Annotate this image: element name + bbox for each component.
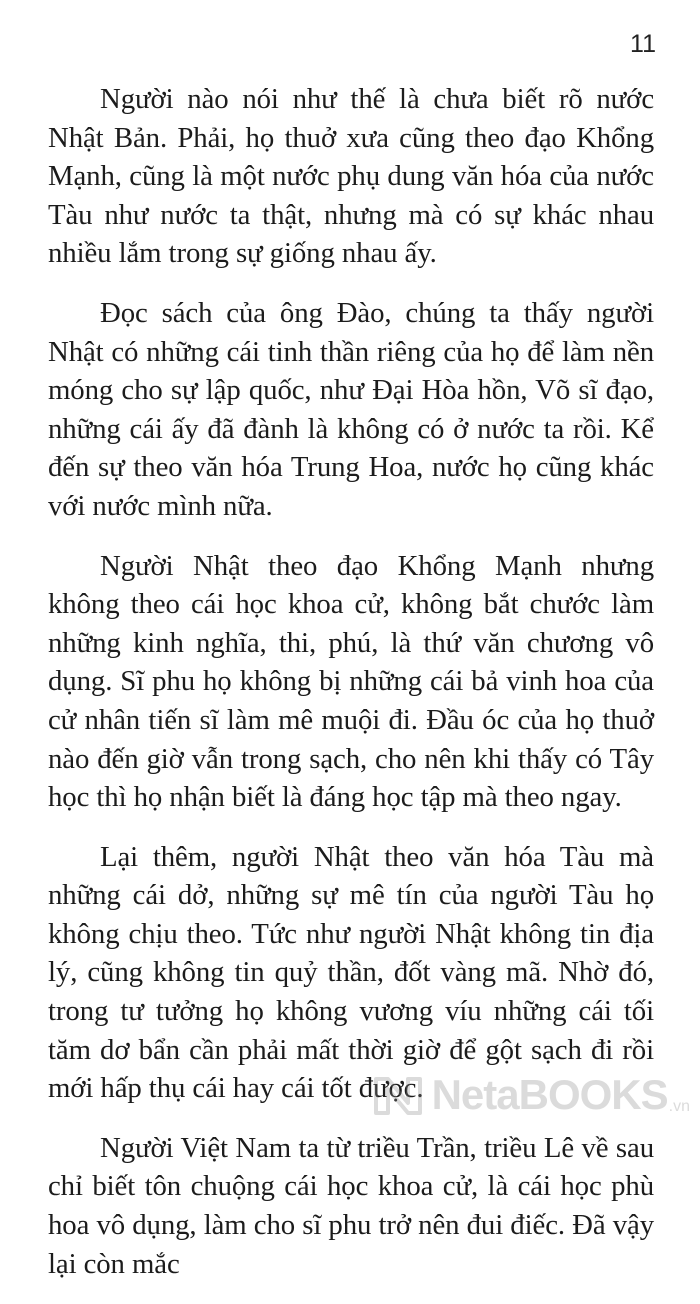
watermark — [370, 1073, 690, 1117]
paragraph-4: Lại thêm, người Nhật theo văn hóa Tàu mà những cái dở, những sự mê tín của người Tàu họ không chịu theo. Tức như người Nhật không tin địa lý, cũng không tin quỷ thần, đốt vàng mã. Nhờ đó, trong tư tưởng họ không vương víu những cái tối tăm dơ bẩn cần phải mất thời giờ để gột sạch đi rồi mới hấp thụ cái hay cái tốt được. — [48, 840, 654, 1105]
paragraph-3: Người Nhật theo đạo Khổng Mạnh nhưng không theo cái học khoa cử, không bắt chước làm những kinh nghĩa, thi, phú, là thứ văn chương vô dụng. Sĩ phu họ không bị những cái bả vinh hoa của cử nhân tiến sĩ làm mê muội đi. Đầu óc của họ thuở nào đến giờ vẫn trong sạch, cho nên khi thấy có Tây học thì họ nhận biết là đáng học tập mà theo ngay. — [48, 549, 654, 814]
paragraph-2: Đọc sách của ông Đào, chúng ta thấy người Nhật có những cái tinh thần riêng của họ để làm nền móng cho sự lập quốc, như Đại Hòa hồn, Võ sĩ đạo, những cái ấy đã đành là không có ở nước ta rồi. Kể đến sự theo văn hóa Trung Hoa, nước họ cũng khác với nước mình nữa. — [48, 296, 654, 522]
netabooks-logo-icon — [370, 1073, 428, 1117]
watermark-suffix: .vn — [668, 1098, 690, 1115]
paragraph-1: Người nào nói như thế là chưa biết rõ nước Nhật Bản. Phải, họ thuở xưa cũng theo đạo Khổng Mạnh, cũng là một nước phụ dung văn hóa của nước Tàu như nước ta thật, nhưng mà có sự khác nhau nhiều lắm trong sự giống nhau ấy. — [48, 83, 654, 270]
watermark-text: NetaBOOKS — [431, 1071, 668, 1118]
body-text — [48, 80, 654, 1304]
paragraph-5: Người Việt Nam ta từ triều Trần, triều Lê về sau chỉ biết tôn chuộng cái học khoa cử, là cái học phù hoa vô dụng, làm cho sĩ phu trở nên đui điếc. Đã vậy lại còn mắc — [48, 1131, 654, 1280]
page-number: 11 — [630, 30, 656, 58]
